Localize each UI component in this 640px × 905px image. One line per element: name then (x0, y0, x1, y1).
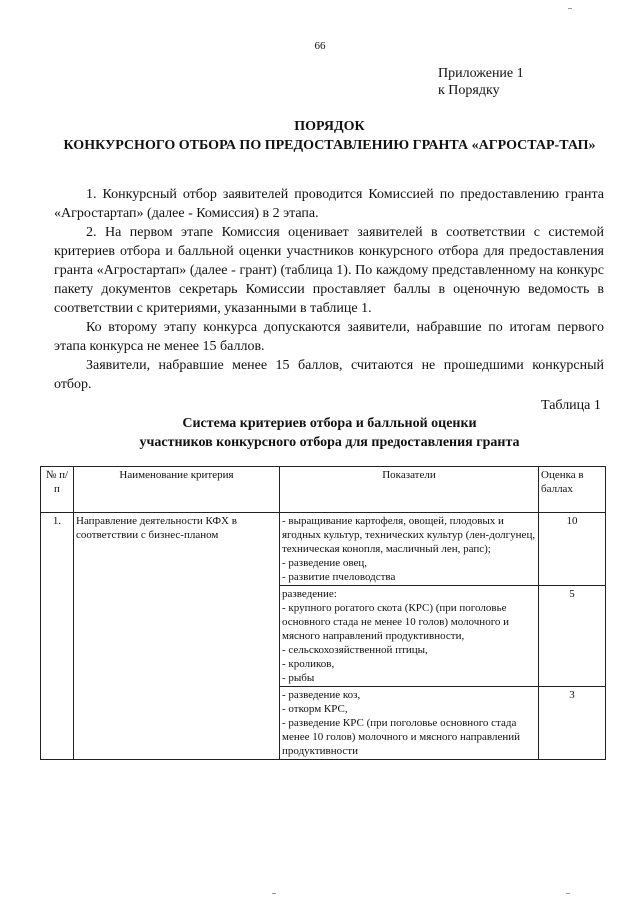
paragraph-2: 2. На первом этапе Комиссия оценивает заявителей в соответствии с системой критериев отбора и балльной оценки участников конкурсного отбора для предоставления гранта «Агростартап» (далее - грант) (таблица 1). По каждому представленному на конкурс пакету документов секретарь Комиссии проставляет баллы в оценочную ведомость в соответствии с критериями, указанными в таблице 1. (54, 225, 604, 316)
table-row (41, 513, 606, 586)
scan-mark (568, 8, 572, 9)
table-title-line-1: Система критериев отбора и балльной оценки (182, 416, 477, 431)
paragraph-1: 1. Конкурсный отбор заявителей проводится Комиссией по предоставлению гранта «Агростартап» (далее - Комиссия) в 2 этапа. (54, 187, 604, 221)
paragraph-3: Ко второму этапу конкурса допускаются заявители, набравшие по итогам первого этапа конкурса не менее 15 баллов. (54, 320, 604, 354)
header-criterion-name: Наименование критерия (74, 467, 280, 513)
header-indicators: Показатели (280, 467, 539, 513)
table-label: Таблица 1 (541, 398, 601, 413)
cell-criterion-name: Направление деятельности КФХ в соответствии с бизнес-планом (74, 513, 280, 760)
scan-mark (566, 893, 570, 894)
table-header-row (41, 467, 606, 513)
appendix-reference (438, 65, 524, 99)
cell-score-1: 10 (539, 513, 606, 586)
cell-score-2: 5 (539, 586, 606, 687)
header-num: № п/п (41, 467, 74, 513)
appendix-line-1: Приложение 1 (438, 66, 524, 81)
title-line-2: КОНКУРСНОГО ОТБОРА ПО ПРЕДОСТАВЛЕНИЮ ГРАНТА «АГРОСТАР-ТАП» (63, 138, 596, 153)
body-text (54, 185, 604, 394)
cell-indicator-3: - разведение коз, - откорм КРС, - разведение КРС (при поголовье основного стада менее 10 голов) молочного и мясного направлений продуктивности (280, 687, 539, 760)
cell-indicator-2: разведение: - крупного рогатого скота (КРС) (при поголовье основного стада не менее 10 голов) молочного и мясного направлений продуктивности, - сельскохозяйственной птицы, - кроликов, - рыбы (280, 586, 539, 687)
header-score: Оценка в баллах (539, 467, 606, 513)
page-number: 66 (314, 40, 326, 52)
title-line-1: ПОРЯДОК (294, 119, 365, 134)
cell-indicator-1: - выращивание картофеля, овощей, плодовых и ягодных культур, технических культур (лен-долгунец, техническая конопля, масличный лен, рапс); - разведение овец, - развитие пчеловодства (280, 513, 539, 586)
table-title (52, 414, 607, 452)
criteria-table (40, 466, 606, 760)
table-title-line-2: участников конкурсного отбора для предоставления гранта (139, 435, 520, 450)
paragraph-4: Заявители, набравшие менее 15 баллов, считаются не прошедшими конкурсный отбор. (54, 358, 604, 392)
cell-num: 1. (41, 513, 74, 760)
document-title (52, 117, 607, 155)
appendix-line-2: к Порядку (438, 83, 500, 98)
cell-score-3: 3 (539, 687, 606, 760)
scan-mark (272, 893, 276, 894)
